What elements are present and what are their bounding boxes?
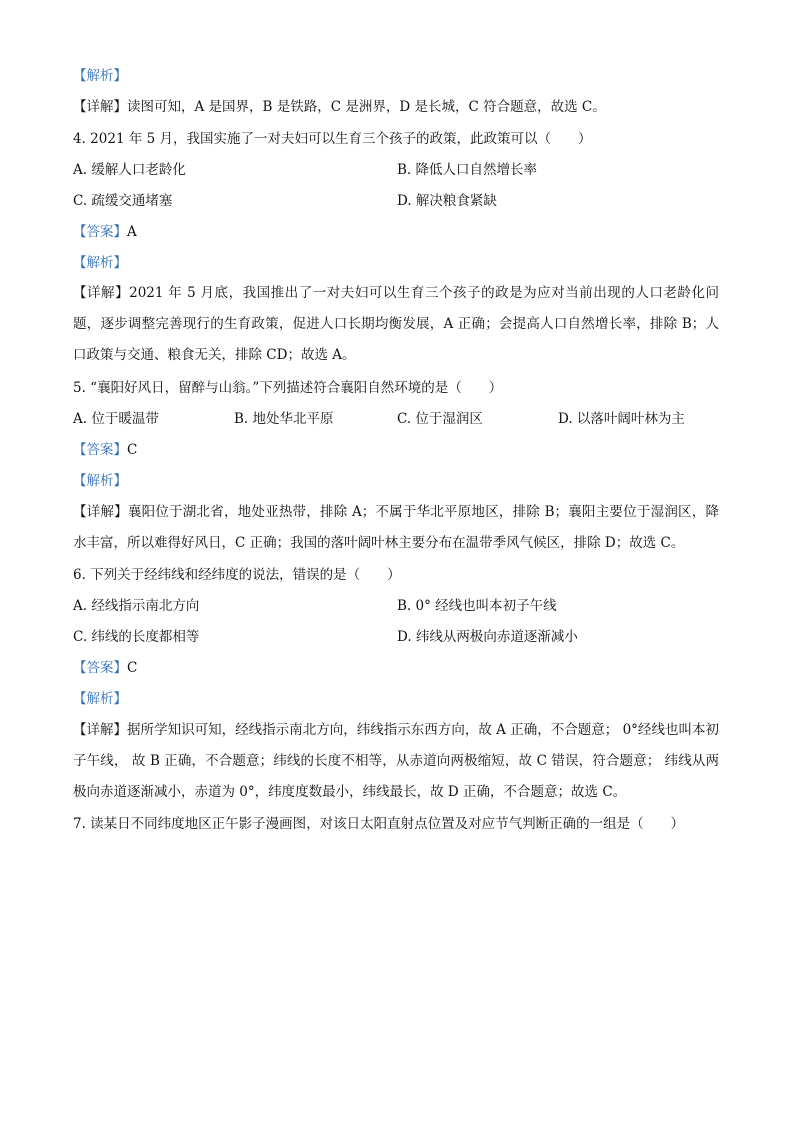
detail-text: 【详解】读图可知，A 是国界，B 是铁路，C 是洲界，D 是长城，C 符合题意，故选 C。 bbox=[73, 99, 606, 115]
option-a: A. 位于暖温带 bbox=[73, 411, 159, 427]
answer-value: C bbox=[127, 442, 138, 458]
question-stem: 5. “襄阳好风日，留醉与山翁。”下列描述符合襄阳自然环境的是（ ） bbox=[73, 380, 503, 396]
answer-label: 【答案】 bbox=[73, 442, 127, 458]
analysis-label: 【解析】 bbox=[73, 255, 127, 271]
question-stem: 4. 2021 年 5 月，我国实施了一对夫妇可以生育三个孩子的政策，此政策可以（ ） bbox=[73, 131, 592, 147]
detail-text: 【详解】襄阳位于湖北省，地处亚热带，排除 A；不属于华北平原地区，排除 B；襄阳主要位于湿润区，降水丰富，所以难得好风日，C 正确；我国的落叶阔叶林主要分布在温带季风气候区，排除 D；故选 C。 bbox=[73, 504, 719, 551]
question-stem: 6. 下列关于经纬线和经纬度的说法，错误的是（ ） bbox=[73, 567, 401, 583]
option-b: B. 0° 经线也叫本初子午线 bbox=[397, 598, 557, 614]
analysis-label: 【解析】 bbox=[73, 68, 127, 84]
option-a: A. 缓解人口老龄化 bbox=[73, 162, 186, 178]
option-c: C. 位于湿润区 bbox=[397, 411, 483, 427]
detail-text: 【详解】据所学知识可知，经线指示南北方向，纬线指示东西方向，故 A 正确，不合题意； 0°经线也叫本初子午线， 故 B 正确，不合题意；纬线的长度不相等，从赤道向两极缩短，故 C 错误，符合题意； 纬线从两极向赤道逐渐减小，赤道为 0°，纬度度数最小，纬线最长，故 D 正确，不合题意；故选 C。 bbox=[73, 722, 719, 800]
option-b: B. 地处华北平原 bbox=[234, 411, 334, 427]
option-a: A. 经线指示南北方向 bbox=[73, 598, 200, 614]
option-c: C. 纬线的长度都相等 bbox=[73, 629, 200, 645]
answer-value: A bbox=[127, 224, 137, 240]
option-d: D. 纬线从两极向赤道逐渐减小 bbox=[397, 629, 578, 645]
answer-value: C bbox=[127, 660, 138, 676]
answer-line bbox=[73, 441, 137, 459]
option-c: C. 疏缓交通堵塞 bbox=[73, 193, 173, 209]
option-d: D. 解决粮食紧缺 bbox=[397, 193, 497, 209]
answer-label: 【答案】 bbox=[73, 660, 127, 676]
detail-text: 【详解】2021 年 5 月底，我国推出了一对夫妇可以生育三个孩子的政是为应对当前出现的人口老龄化问题，逐步调整完善现行的生育政策，促进人口长期均衡发展，A 正确；会提高人口自然增长率，排除 B；人口政策与交通、粮食无关，排除 CD；故选 A。 bbox=[73, 285, 719, 363]
analysis-label: 【解析】 bbox=[73, 473, 127, 489]
answer-line bbox=[73, 223, 137, 241]
option-d: D. 以落叶阔叶林为主 bbox=[558, 411, 685, 427]
answer-line bbox=[73, 659, 137, 677]
option-b: B. 降低人口自然增长率 bbox=[397, 162, 538, 178]
answer-label: 【答案】 bbox=[73, 224, 127, 240]
analysis-label: 【解析】 bbox=[73, 691, 127, 707]
question-stem: 7. 读某日不同纬度地区正午影子漫画图，对该日太阳直射点位置及对应节气判断正确的一组是（ ） bbox=[73, 816, 685, 832]
